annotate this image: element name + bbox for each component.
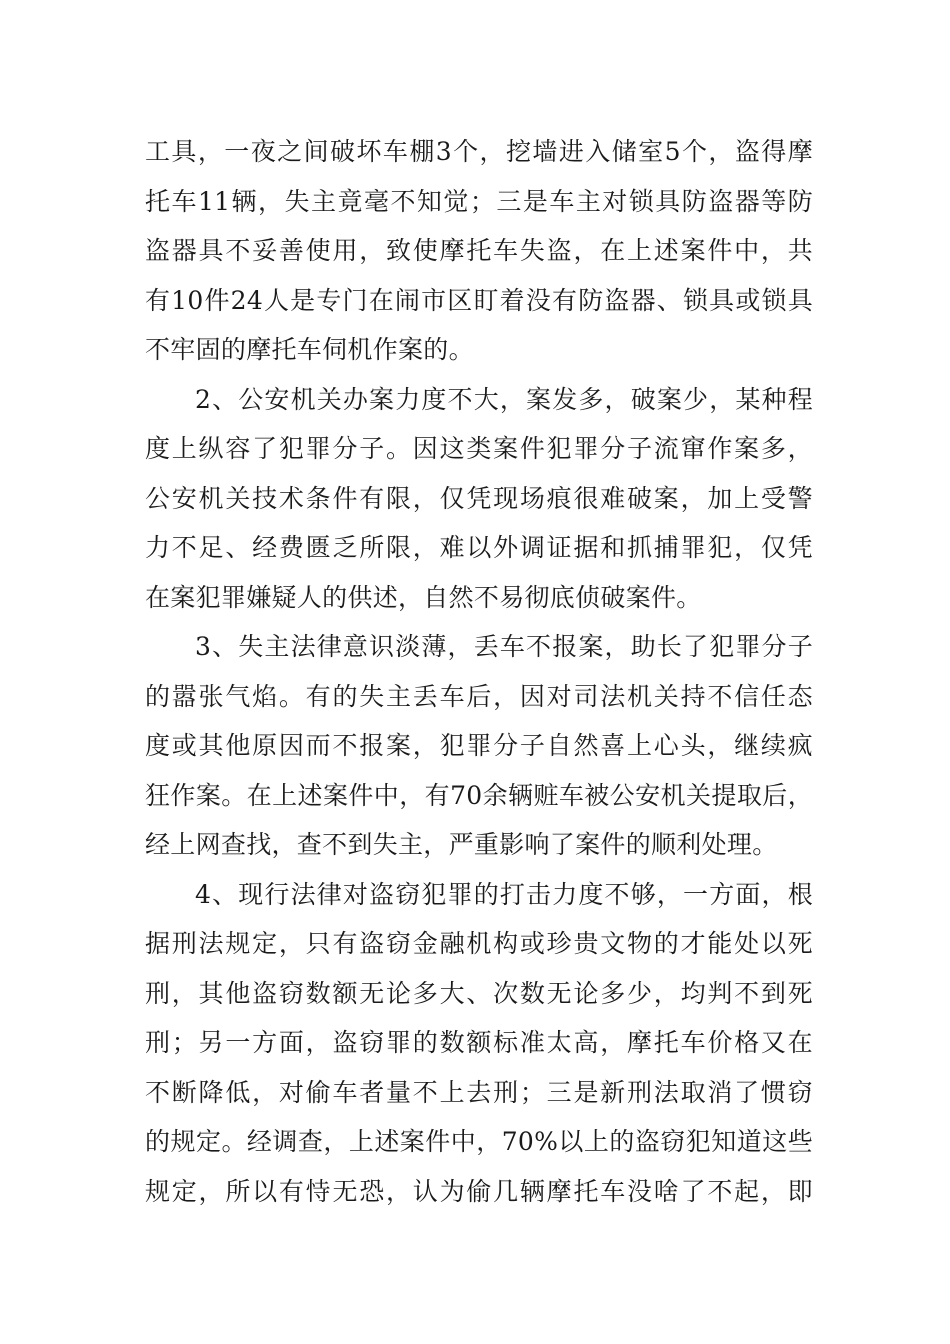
text-line: 据刑法规定，只有盗窃金融机构或珍贵文物的才能处以死 <box>145 929 813 958</box>
text-line: 的规定。经调查，上述案件中，70%以上的盗窃犯知道这些 <box>145 1127 813 1156</box>
text-line: 盗器具不妥善使用，致使摩托车失盗，在上述案件中，共 <box>145 236 813 265</box>
text-line: 公安机关技术条件有限，仅凭现场痕很难破案，加上受警 <box>145 483 813 513</box>
text-line: 度或其他原因而不报案，犯罪分子自然喜上心头，继续疯 <box>145 731 813 760</box>
text-line: 2、公安机关办案力度不大，案发多，破案少，某种程 <box>195 384 813 414</box>
text-line: 不断降低，对偷车者量不上去刑；三是新刑法取消了惯窃 <box>145 1077 813 1107</box>
text-line: 刑，其他盗窃数额无论多大、次数无论多少，均判不到死 <box>145 978 813 1008</box>
text-line: 的嚣张气焰。有的失主丢车后，因对司法机关持不信任态 <box>145 681 813 711</box>
document-body <box>145 127 813 1216</box>
text-line: 在案犯罪嫌疑人的供述，自然不易彻底侦破案件。 <box>145 582 702 612</box>
text-line: 狂作案。在上述案件中，有70余辆赃车被公安机关提取后， <box>145 780 813 810</box>
text-line: 不牢固的摩托车伺机作案的。 <box>145 335 474 364</box>
text-line: 度上纵容了犯罪分子。因这类案件犯罪分子流窜作案多， <box>145 434 813 463</box>
text-line: 有10件24人是专门在闹市区盯着没有防盗器、锁具或锁具 <box>145 285 813 315</box>
text-line: 规定，所以有恃无恐，认为偷几辆摩托车没啥了不起，即 <box>145 1176 813 1206</box>
text-line: 3、失主法律意识淡薄，丢车不报案，助长了犯罪分子 <box>195 632 813 661</box>
text-line: 4、现行法律对盗窃犯罪的打击力度不够，一方面，根 <box>195 879 813 909</box>
text-line: 经上网查找，查不到失主，严重影响了案件的顺利处理。 <box>145 830 778 859</box>
text-line: 力不足、经费匮乏所限，难以外调证据和抓捕罪犯，仅凭 <box>145 533 813 562</box>
text-line: 托车11辆，失主竟毫不知觉；三是车主对锁具防盗器等防 <box>145 186 813 216</box>
text-line: 工具，一夜之间破坏车棚3个，挖墙进入储室5个，盗得摩 <box>145 137 813 166</box>
text-line: 刑；另一方面，盗窃罪的数额标准太高，摩托车价格又在 <box>145 1028 813 1057</box>
